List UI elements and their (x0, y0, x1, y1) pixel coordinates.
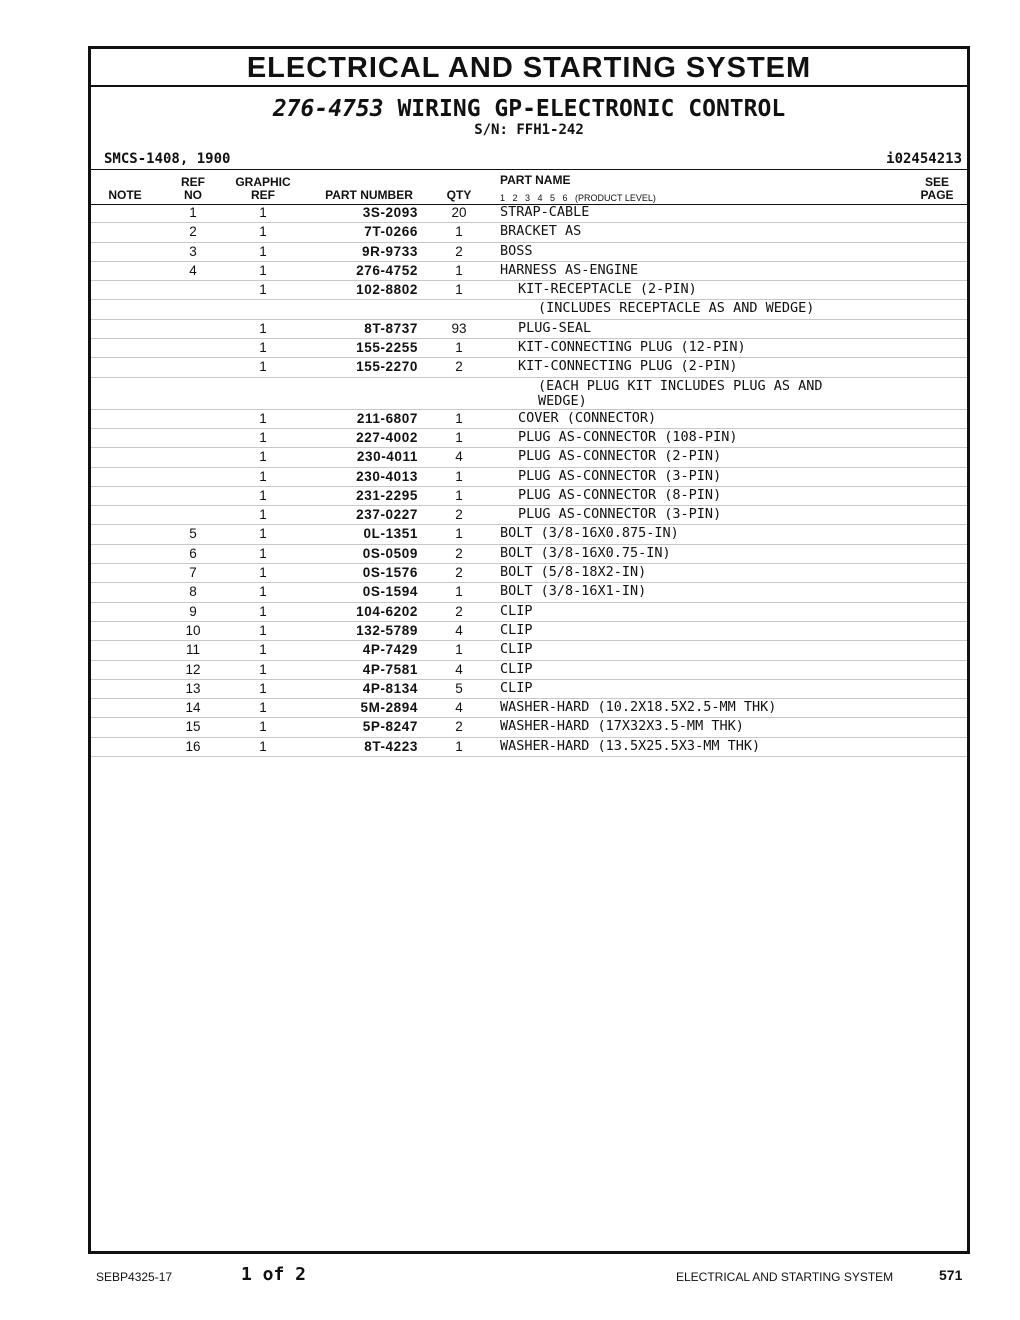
part-number-cell: 132-5789 (356, 622, 418, 638)
graphic-ref-cell: 1 (259, 205, 267, 220)
ref-no-cell: 5 (189, 526, 197, 542)
qty-cell: 1 (455, 584, 463, 600)
qty-cell: 1 (455, 468, 463, 484)
table-row (91, 378, 967, 410)
part-number-cell: 5P-8247 (362, 719, 418, 735)
qty-cell: 20 (451, 205, 467, 220)
table-row (91, 622, 967, 641)
graphic-ref-cell: 1 (259, 719, 267, 735)
qty-cell: 4 (455, 700, 463, 716)
ref-no-cell: 14 (185, 700, 201, 716)
qty-cell: 2 (455, 545, 463, 561)
part-name-cell: (EACH PLUG KIT INCLUDES PLUG AS AND WEDGE) (538, 377, 823, 409)
part-name-cell: BOLT (3/8-16X0.875-IN) (500, 525, 679, 542)
part-name-cell: CLIP (500, 641, 533, 658)
qty-cell: 1 (455, 487, 463, 503)
part-number-cell: 4P-7429 (362, 642, 418, 658)
graphic-ref-cell: 1 (259, 642, 267, 658)
part-name-cell: STRAP-CABLE (500, 204, 590, 220)
part-number-cell: 8T-8737 (364, 320, 418, 336)
page-frame (88, 46, 970, 1254)
part-name-cell: CLIP (500, 660, 533, 677)
graphic-ref-cell: 1 (259, 468, 267, 484)
table-row (91, 468, 967, 487)
part-name-cell: BOLT (3/8-16X1-IN) (500, 583, 647, 600)
graphic-ref-cell: 1 (259, 449, 267, 465)
part-name-cell: CLIP (500, 621, 533, 638)
qty-cell: 4 (455, 661, 463, 677)
table-row (91, 358, 967, 377)
graphic-ref-cell: 1 (259, 622, 267, 638)
part-name-cell: CLIP (500, 679, 533, 696)
part-name-cell: PLUG AS-CONNECTOR (3-PIN) (518, 467, 722, 484)
table-row (91, 506, 967, 525)
part-name-cell: WASHER-HARD (13.5X25.5X3-MM THK) (500, 737, 761, 754)
part-number-cell: 211-6807 (356, 410, 418, 426)
header-note: NOTE (108, 188, 142, 202)
graphic-ref-cell: 1 (259, 526, 267, 542)
part-name-cell: COVER (CONNECTOR) (518, 409, 657, 426)
qty-cell: 1 (455, 282, 463, 298)
table-row (91, 243, 967, 262)
part-name-cell: (INCLUDES RECEPTACLE AS AND WEDGE) (538, 300, 815, 317)
table-row (91, 718, 967, 737)
ref-no-cell: 7 (189, 565, 197, 581)
part-number-cell: 230-4013 (356, 468, 418, 484)
ref-no-cell: 2 (189, 224, 197, 240)
header-qty: QTY (446, 188, 472, 202)
part-number-cell: 0S-0509 (362, 545, 418, 561)
table-row (91, 320, 967, 339)
graphic-ref-cell: 1 (259, 565, 267, 581)
part-number-cell: 0S-1576 (362, 565, 418, 581)
table-row (91, 525, 967, 544)
part-name-cell: CLIP (500, 602, 533, 619)
qty-cell: 1 (455, 738, 463, 754)
graphic-ref-cell: 1 (259, 320, 267, 336)
qty-cell: 2 (455, 359, 463, 375)
part-number-cell: 5M-2894 (360, 700, 418, 716)
header-part-name: PART NAME (500, 173, 571, 187)
table-row (91, 738, 967, 757)
illustration-id: i02454213 (886, 151, 962, 167)
smcs-codes: SMCS-1408, 1900 (104, 151, 231, 167)
qty-cell: 5 (455, 680, 463, 696)
graphic-ref-cell: 1 (259, 282, 267, 298)
part-name-cell: PLUG AS-CONNECTOR (108-PIN) (518, 428, 738, 445)
footer-page-number: 571 (939, 1267, 963, 1283)
part-name-cell: KIT-CONNECTING PLUG (2-PIN) (518, 358, 738, 375)
footer-page-of: 1 of 2 (241, 1264, 307, 1285)
table-row (91, 410, 967, 429)
qty-cell: 2 (455, 603, 463, 619)
table-row (91, 680, 967, 699)
part-name-cell: WASHER-HARD (10.2X18.5X2.5-MM THK) (500, 699, 777, 716)
table-row (91, 545, 967, 564)
qty-cell: 4 (455, 622, 463, 638)
header-ref-no: REF NO (181, 175, 205, 202)
table-row (91, 223, 967, 242)
qty-cell: 1 (455, 642, 463, 658)
graphic-ref-cell: 1 (259, 738, 267, 754)
part-number-cell: 237-0227 (356, 507, 418, 523)
graphic-ref-cell: 1 (259, 545, 267, 561)
part-number-cell: 231-2295 (356, 487, 418, 503)
graphic-ref-cell: 1 (259, 487, 267, 503)
ref-no-cell: 13 (185, 680, 201, 696)
group-name: WIRING GP-ELECTRONIC CONTROL (397, 96, 786, 122)
section-title: ELECTRICAL AND STARTING SYSTEM (91, 49, 967, 87)
table-row (91, 661, 967, 680)
ref-no-cell: 6 (189, 545, 197, 561)
table-row (91, 429, 967, 448)
graphic-ref-cell: 1 (259, 410, 267, 426)
part-name-cell: PLUG AS-CONNECTOR (2-PIN) (518, 448, 722, 465)
graphic-ref-cell: 1 (259, 507, 267, 523)
graphic-ref-cell: 1 (259, 680, 267, 696)
ref-no-cell: 4 (189, 262, 197, 278)
part-name-cell: BOLT (5/8-18X2-IN) (500, 564, 647, 581)
footer-section: ELECTRICAL AND STARTING SYSTEM (676, 1270, 894, 1284)
table-row (91, 603, 967, 622)
column-header (91, 173, 967, 205)
graphic-ref-cell: 1 (259, 224, 267, 240)
part-number-cell: 230-4011 (356, 449, 418, 465)
table-row (91, 204, 967, 223)
table-row (91, 699, 967, 718)
footer-doc-id: SEBP4325-17 (96, 1270, 173, 1284)
part-number-cell: 0L-1351 (363, 526, 418, 542)
qty-cell: 1 (455, 526, 463, 542)
part-number-cell: 155-2255 (356, 340, 418, 356)
graphic-ref-cell: 1 (259, 429, 267, 445)
part-name-cell: BRACKET AS (500, 223, 582, 240)
graphic-ref-cell: 1 (259, 584, 267, 600)
ref-no-cell: 10 (185, 622, 201, 638)
part-number-cell: 3S-2093 (362, 205, 418, 220)
part-name-cell: BOLT (3/8-16X0.75-IN) (500, 544, 671, 561)
ref-no-cell: 11 (185, 642, 200, 658)
qty-cell: 1 (455, 410, 463, 426)
graphic-ref-cell: 1 (259, 340, 267, 356)
group-title (91, 96, 967, 122)
part-number-cell: 276-4752 (356, 262, 418, 278)
part-number-cell: 104-6202 (356, 603, 418, 619)
graphic-ref-cell: 1 (259, 661, 267, 677)
qty-cell: 2 (455, 719, 463, 735)
page-footer (0, 1264, 1020, 1288)
part-name-cell: BOSS (500, 242, 533, 259)
qty-cell: 1 (455, 262, 463, 278)
header-product-level: 1 2 3 4 5 6 (PRODUCT LEVEL) (500, 193, 656, 203)
part-number-cell: 0S-1594 (362, 584, 418, 600)
qty-cell: 2 (455, 243, 463, 259)
table-row (91, 487, 967, 506)
graphic-ref-cell: 1 (259, 262, 267, 278)
part-name-cell: HARNESS AS-ENGINE (500, 261, 639, 278)
table-row (91, 262, 967, 281)
part-name-cell: PLUG AS-CONNECTOR (3-PIN) (518, 506, 722, 523)
header-see-page: SEE PAGE (920, 175, 954, 202)
part-name-cell: KIT-CONNECTING PLUG (12-PIN) (518, 339, 746, 356)
table-row (91, 281, 967, 300)
serial-range: S/N: FFH1-242 (474, 122, 584, 138)
ref-no-cell: 15 (185, 719, 201, 735)
table-row (91, 641, 967, 660)
table-row (91, 564, 967, 583)
part-number-cell: 9R-9733 (362, 243, 418, 259)
group-number: 276-4753 (272, 96, 384, 122)
qty-cell: 1 (455, 224, 463, 240)
part-number-cell: 102-8802 (356, 282, 418, 298)
part-number-cell: 4P-7581 (362, 661, 418, 677)
graphic-ref-cell: 1 (259, 700, 267, 716)
ref-no-cell: 3 (189, 243, 197, 259)
part-number-cell: 8T-4223 (364, 738, 418, 754)
table-row (91, 583, 967, 602)
part-name-cell: WASHER-HARD (17X32X3.5-MM THK) (500, 718, 744, 735)
qty-cell: 1 (455, 340, 463, 356)
header-part-number: PART NUMBER (325, 188, 413, 202)
part-number-cell: 155-2270 (356, 359, 418, 375)
qty-cell: 2 (455, 565, 463, 581)
parts-table (91, 204, 967, 757)
ref-no-cell: 8 (189, 584, 197, 600)
part-name-cell: PLUG AS-CONNECTOR (8-PIN) (518, 486, 722, 503)
part-name-cell: PLUG-SEAL (518, 319, 592, 336)
qty-cell: 2 (455, 507, 463, 523)
header-graphic-ref: GRAPHIC REF (235, 175, 291, 202)
qty-cell: 1 (455, 429, 463, 445)
part-number-cell: 4P-8134 (362, 680, 418, 696)
ref-no-cell: 16 (185, 738, 201, 754)
ref-no-cell: 12 (185, 661, 201, 677)
graphic-ref-cell: 1 (259, 603, 267, 619)
qty-cell: 93 (451, 320, 467, 336)
qty-cell: 4 (455, 449, 463, 465)
part-number-cell: 227-4002 (356, 429, 418, 445)
table-row (91, 448, 967, 467)
graphic-ref-cell: 1 (259, 359, 267, 375)
table-row (91, 300, 967, 319)
part-number-cell: 7T-0266 (364, 224, 418, 240)
ref-no-cell: 9 (189, 603, 197, 619)
graphic-ref-cell: 1 (259, 243, 267, 259)
ref-no-cell: 1 (189, 205, 197, 220)
table-row (91, 339, 967, 358)
part-name-cell: KIT-RECEPTACLE (2-PIN) (518, 281, 697, 298)
smcs-row (91, 149, 967, 170)
